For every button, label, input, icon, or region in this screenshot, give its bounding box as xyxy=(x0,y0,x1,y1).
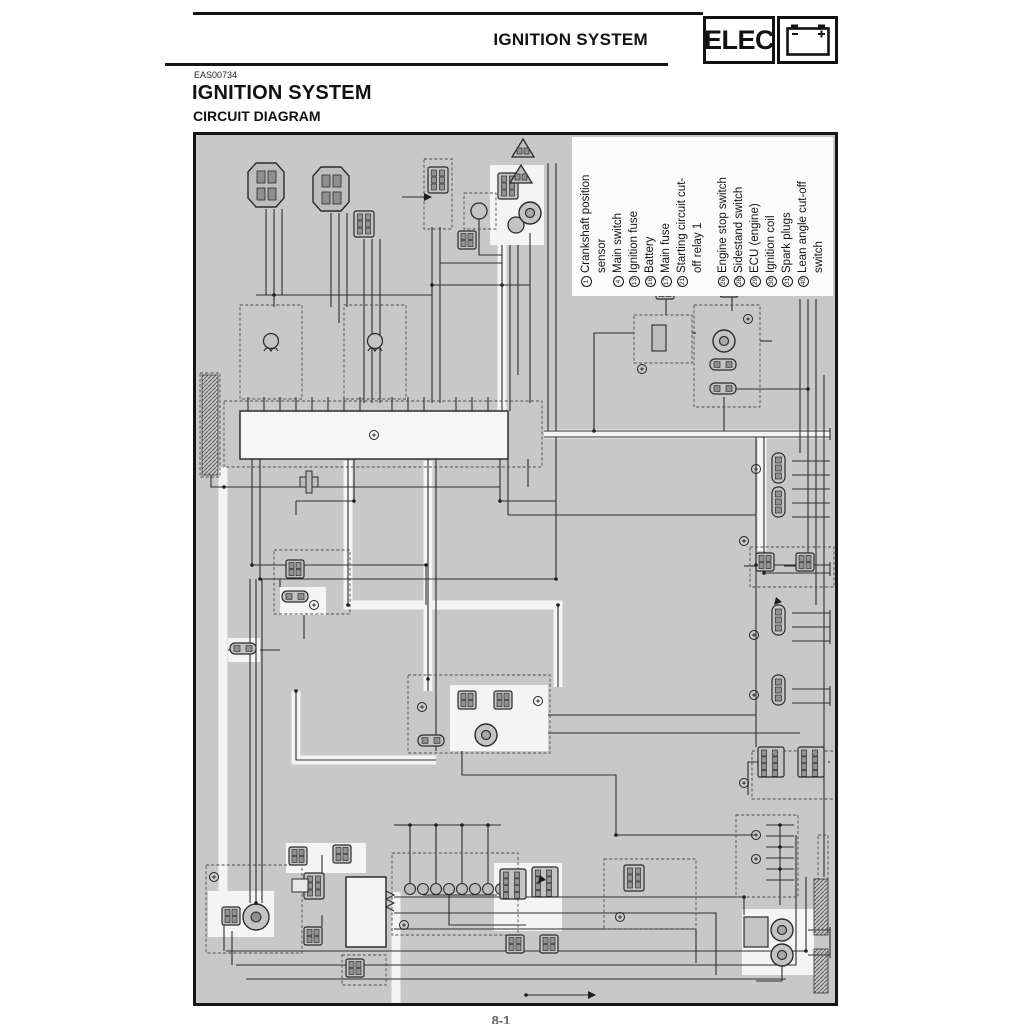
legend-item-label: Engine stop switch xyxy=(717,177,729,273)
legend-item-label: Ignition coil xyxy=(765,215,777,273)
legend-item-number: 4 xyxy=(613,276,624,287)
battery-icon xyxy=(777,16,838,64)
legend-item-number: 16 xyxy=(646,277,654,286)
legend-item-number: 28 xyxy=(735,277,743,286)
chapter-tab-label: ELEC xyxy=(703,16,775,64)
running-header-title: IGNITION SYSTEM xyxy=(493,30,648,49)
legend-item-number: 40 xyxy=(799,277,807,286)
legend-item-label: Ignition fuse xyxy=(628,210,640,273)
legend-item-number: 21 xyxy=(678,277,686,286)
legend-item-label: Crankshaft position xyxy=(580,174,592,273)
legend-item xyxy=(690,137,706,287)
legend-item xyxy=(610,137,626,287)
legend-item-number: 13 xyxy=(630,277,638,286)
legend-item xyxy=(674,137,690,287)
legend-item xyxy=(658,137,674,287)
legend-item xyxy=(779,137,795,287)
legend-item-label: Battery xyxy=(644,236,656,273)
legend-item xyxy=(811,137,827,287)
battery-icon-glyph xyxy=(785,22,831,58)
legend-item-label: switch xyxy=(813,241,825,273)
legend-item-label: sensor xyxy=(596,238,608,273)
legend-item-label: Spark plugs xyxy=(781,212,793,273)
legend-item xyxy=(626,137,642,287)
legend-item-number: 29 xyxy=(751,277,759,286)
header-underline xyxy=(165,63,668,66)
legend-item-label: Main fuse xyxy=(660,223,672,273)
legend-item-number: 1 xyxy=(581,276,592,287)
legend-item xyxy=(715,137,731,287)
legend-item xyxy=(642,137,658,287)
legend-item-label: Lean angle cut-off xyxy=(797,181,809,273)
legend-item xyxy=(594,137,610,287)
legend-rotated-list xyxy=(572,137,833,296)
legend-item-label: Starting circuit cut- xyxy=(676,177,688,273)
legend-item-number: 17 xyxy=(662,277,670,286)
chapter-tab xyxy=(703,16,838,64)
circuit-diagram xyxy=(193,132,838,1006)
legend-item-label: Sidestand switch xyxy=(733,186,745,273)
subsection-title: CIRCUIT DIAGRAM xyxy=(193,108,321,124)
legend-item-label: ECU (engine) xyxy=(749,203,761,273)
legend-item-label: off relay 1 xyxy=(692,222,704,273)
legend-item xyxy=(747,137,763,287)
legend-item-label: Main switch xyxy=(612,212,624,273)
legend-item xyxy=(763,137,779,287)
legend-item-number: 31 xyxy=(783,277,791,286)
page-number: 8-1 xyxy=(491,1013,511,1024)
section-code: EAS00734 xyxy=(194,70,238,80)
header-top-rule xyxy=(193,12,703,15)
legend-item-number: 26 xyxy=(719,277,727,286)
section-title: IGNITION SYSTEM xyxy=(192,82,372,104)
diagram-legend xyxy=(572,137,833,296)
legend-item-number: 30 xyxy=(767,277,775,286)
legend-item xyxy=(578,137,594,287)
legend-item xyxy=(795,137,811,287)
legend-item xyxy=(731,137,747,287)
